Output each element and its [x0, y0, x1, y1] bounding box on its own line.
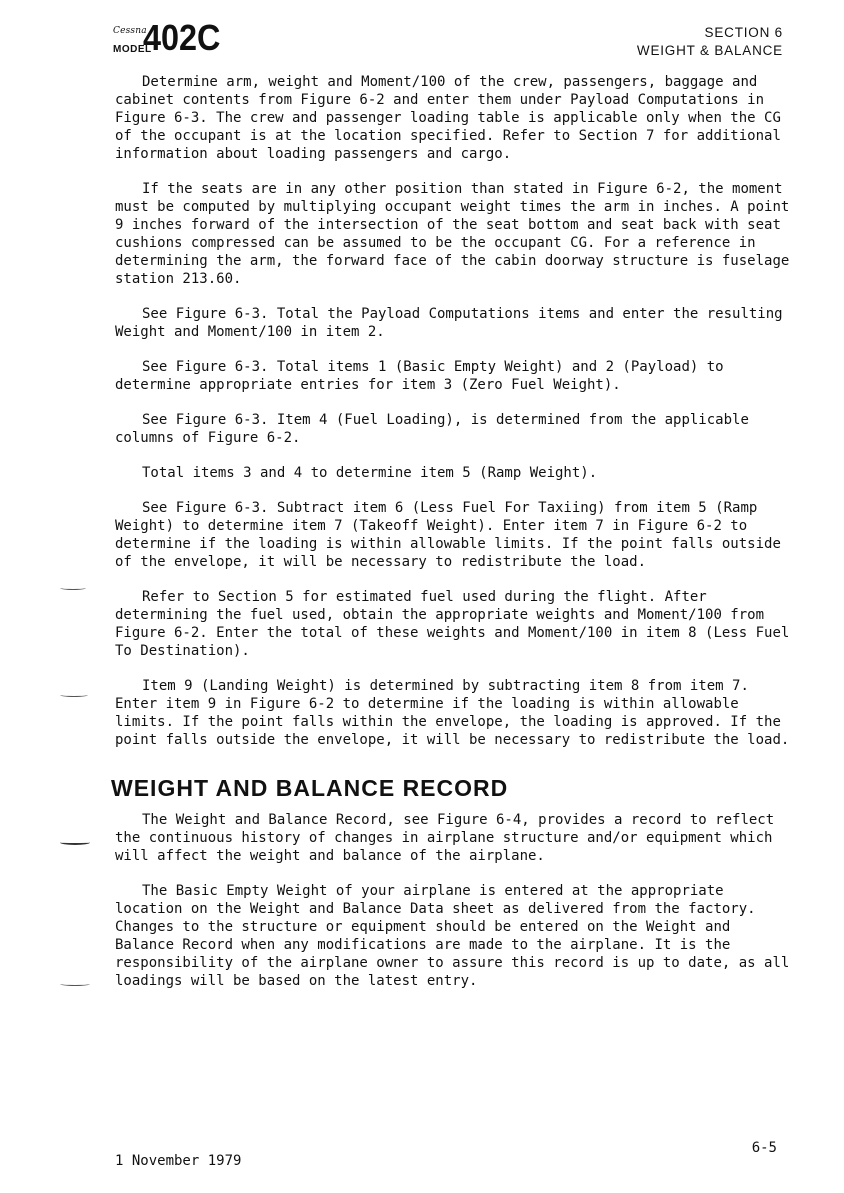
document-body — [111, 73, 795, 1007]
paragraph: Item 9 (Landing Weight) is determined by subtracting item 8 from item 7. Enter item 9 in Figure 6-2 to determine if the loading is within allowable limits. If the point falls within the envelope, the loading is approved. If the point falls outside the envelope, it will be necessary to redistribute the load. — [115, 678, 790, 748]
section-name: WEIGHT & BALANCE — [636, 43, 783, 58]
section-number: SECTION 6 — [704, 25, 783, 40]
paragraph: Refer to Section 5 for estimated fuel used during the flight. After determining the fuel used, obtain the appropriate weights and Moment/100 from Figure 6-2. Enter the total of these weights and Moment/100 in item 8 (Less Fuel To Destination). — [115, 589, 790, 659]
paragraph: The Basic Empty Weight of your airplane is entered at the appropriate location on the Weight and Balance Data sheet as delivered from the factory. Changes to the structure or equipment should be entered on the Weight and Balance Record when any modifications are made to the airplane. It is the responsibility of the airplane owner to assure this record is up to date, as all loadings will be based on the latest entry. — [115, 883, 790, 989]
cessna-logo: Cessna — [113, 26, 147, 36]
paragraph: See Figure 6-3. Item 4 (Fuel Loading), is determined from the applicable columns of Figure 6-2. — [115, 412, 749, 446]
margin-mark — [60, 586, 86, 590]
footer-date: 1 November 1979 — [115, 1153, 242, 1169]
margin-mark — [60, 982, 90, 986]
paragraph: See Figure 6-3. Total the Payload Computations items and enter the resulting Weight and Moment/100 in item 2. — [115, 306, 783, 340]
section-heading — [637, 24, 783, 60]
paragraph: Determine arm, weight and Moment/100 of the crew, passengers, baggage and cabinet contents from Figure 6-2 and enter them under Payload Computations in Figure 6-3. The crew and passenger loading table is applicable only when the CG of the occupant is at the location specified. Refer to Section 7 for additional information about loading passengers and cargo. — [115, 74, 781, 162]
model-number: 402C — [143, 17, 221, 58]
margin-mark — [60, 840, 90, 845]
page-number: 6-5 — [751, 1140, 777, 1156]
margin-mark — [60, 693, 88, 697]
paragraph: The Weight and Balance Record, see Figure 6-4, provides a record to reflect the continuous history of changes in airplane structure and/or equipment which will affect the weight and balance of the airplane. — [115, 812, 775, 864]
paragraph: See Figure 6-3. Subtract item 6 (Less Fuel For Taxiing) from item 5 (Ramp Weight) to determine item 7 (Takeoff Weight). Enter item 7 in Figure 6-2 to determine if the loading is within allowable limits. If the point falls outside of the envelope, it will be necessary to redistribute the load. — [115, 500, 781, 570]
paragraph: If the seats are in any other position than stated in Figure 6-2, the moment must be computed by multiplying occupant weight times the arm in inches. A point 9 inches forward of the intersection of the seat bottom and seat back with seat cushions compressed can be assumed to be the occupant CG. For a reference in determining the arm, the forward face of the cabin doorway structure is fuselage station 213.60. — [115, 181, 790, 287]
paragraph: Total items 3 and 4 to determine item 5 (Ramp Weight). — [142, 465, 598, 481]
weight-balance-record-heading: WEIGHT AND BALANCE RECORD — [111, 775, 509, 801]
model-label: MODEL — [113, 44, 152, 55]
paragraph: See Figure 6-3. Total items 1 (Basic Empty Weight) and 2 (Payload) to determine appropriate entries for item 3 (Zero Fuel Weight). — [115, 359, 724, 393]
